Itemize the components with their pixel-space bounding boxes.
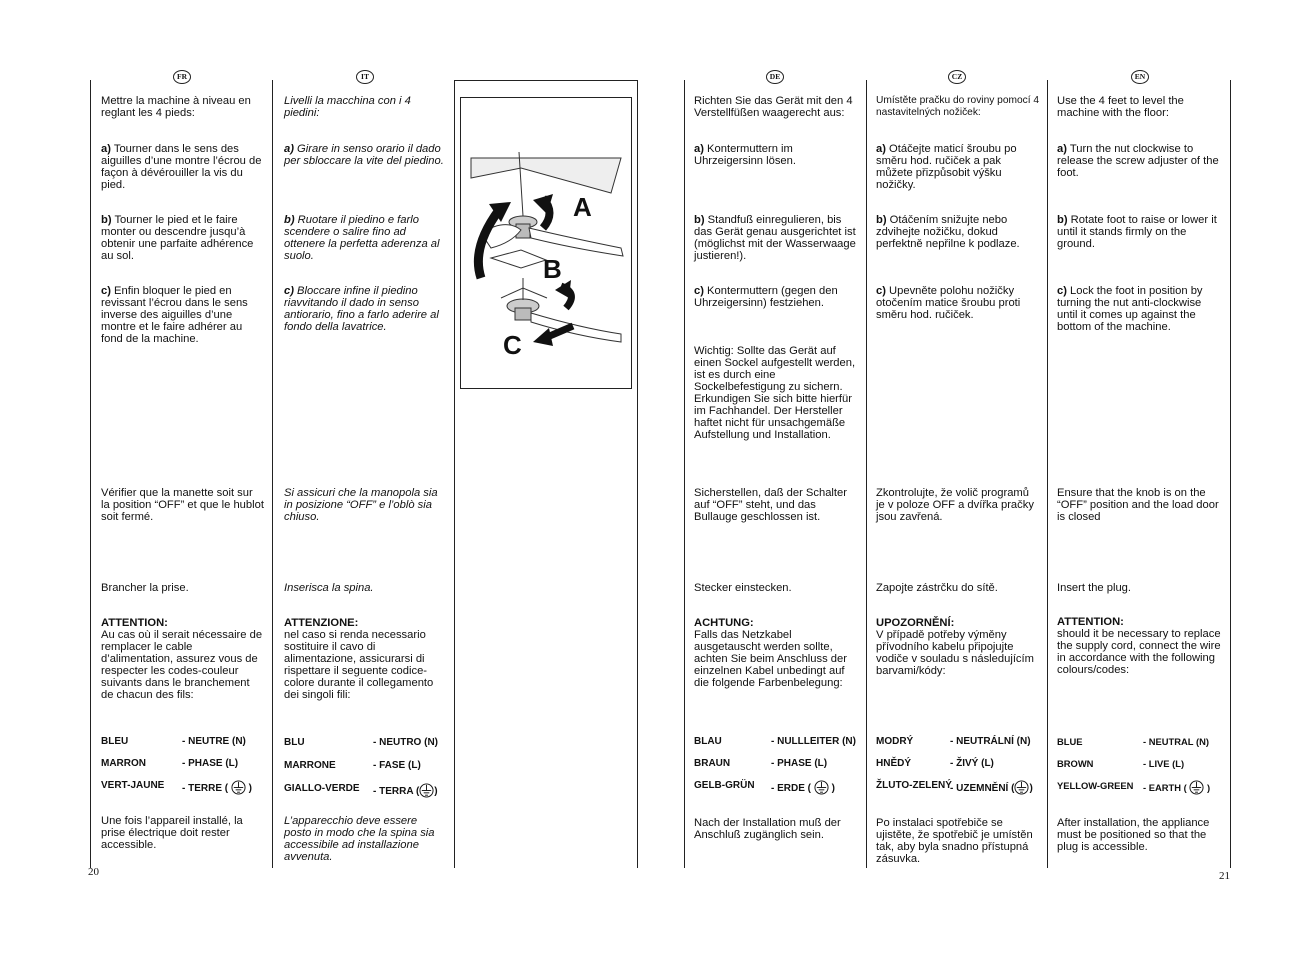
- earth-icon: [231, 780, 246, 795]
- page-number-left: 20: [88, 866, 99, 878]
- wire-row: BROWN - LIVE (L): [1057, 758, 1185, 769]
- plug-text: Brancher la prise.: [101, 582, 189, 594]
- attention-block: ATTENZIONE: nel caso si renda necessario sostituire il cavo di alimentazione, assicurarsi di rispettare il seguente codice-colore durante il collegamento dei singoli fili:: [284, 617, 434, 701]
- step-c: c) Bloccare infine il piedino riavvitando il dado in senso antiorario, fino a farlo aderire al fondo della lavatrice.: [284, 285, 439, 333]
- figure-label-a: A: [573, 192, 592, 222]
- wire-row: MARRON - PHASE (L): [101, 758, 239, 769]
- step-b: b) Rotate foot to raise or lower it until it stands firmly on the ground.: [1057, 214, 1217, 250]
- column-rule: [866, 80, 867, 868]
- wire-row: BLU - NEUTRO (N): [284, 737, 438, 748]
- column-rule: [1230, 80, 1231, 868]
- step-b: b) Ruotare il piedino e farlo scendere o salire fino ad ottenere la perfetta aderenza al suolo.: [284, 214, 440, 262]
- language-flag: IT: [356, 70, 374, 84]
- earth-icon: [814, 780, 829, 795]
- column-rule: [1047, 80, 1048, 868]
- figure-top-rule: [454, 80, 637, 81]
- wire-row: GIALLO-VERDE - TERRA ( ): [284, 783, 438, 797]
- feet-adjustment-illustration: [461, 98, 631, 388]
- step-c: c) Lock the foot in position by turning the nut anti-clockwise until it comes up against the bottom of the machine.: [1057, 285, 1203, 333]
- step-a: a) Turn the nut clockwise to release the screw adjuster of the foot.: [1057, 143, 1219, 179]
- intro-text: Richten Sie das Gerät mit den 4 Verstellfüßen waagerecht aus:: [694, 95, 853, 119]
- column-rule: [454, 80, 455, 868]
- earth-icon: [1189, 780, 1204, 795]
- final-note: Nach der Installation muß der Anschluß zugänglich sein.: [694, 817, 841, 841]
- wire-row: MARRONE - FASE (L): [284, 760, 421, 771]
- step-a: a) Otáčejte maticí šroubu po směru hod. ručiček a pak můžete přizpůsobit výšku nožičky.: [876, 143, 1017, 191]
- step-b: b) Standfuß einregulieren, bis das Gerät genau ausgerichtet ist (möglichst mit der Wasserwaage justieren!).: [694, 214, 856, 262]
- language-flag: EN: [1131, 70, 1149, 84]
- wire-row: BLUE - NEUTRAL (N): [1057, 736, 1209, 747]
- intro-text: Umístěte pračku do roviny pomocí 4 nastavitelných nožiček:: [876, 95, 1040, 118]
- language-flag: CZ: [948, 70, 966, 84]
- wire-row: HNĚDÝ - ŽIVÝ (L): [876, 758, 994, 769]
- intro-text: Livelli la macchina con i 4 piedini:: [284, 95, 411, 119]
- step-b: b) Tourner le pied et le faire monter ou descendre jusqu’à obtenir une parfaite adhérence au sol.: [101, 214, 254, 262]
- step-a: a) Tourner dans le sens des aiguilles d’une montre l’écrou de façon à dévérouiller la vis du pied.: [101, 143, 262, 191]
- plug-text: Zapojte zástrčku do sítě.: [876, 582, 998, 594]
- attention-block: ATTENTION: should it be necessary to replace the supply cord, connect the wire in accordance with the following colours/codes:: [1057, 616, 1221, 676]
- plug-text: Stecker einstecken.: [694, 582, 792, 594]
- attention-block: ACHTUNG: Falls das Netzkabel ausgetauscht werden sollte, achten Sie beim Anschluss der einzelnen Kabel unbedingt auf die folgende Farbenbelegung:: [694, 617, 847, 689]
- knob-check: Si assicuri che la manopola sia in posizione “OFF” e l’oblò sia chiuso.: [284, 487, 438, 523]
- final-note: L’apparecchio deve essere posto in modo che la spina sia accessibile ad installazione avvenuta.: [284, 815, 435, 863]
- wire-row: GELB-GRÜN - ERDE ( ): [694, 780, 835, 794]
- language-flag: FR: [173, 70, 191, 84]
- step-a: a) Kontermuttern im Uhrzeigersinn lösen.: [694, 143, 796, 167]
- knob-check: Sicherstellen, daß der Schalter auf “OFF” steht, und das Bullauge geschlossen ist.: [694, 487, 847, 523]
- plug-text: Insert the plug.: [1057, 582, 1132, 594]
- final-note: After installation, the appliance must be positioned so that the plug is accessible.: [1057, 817, 1210, 853]
- figure-label-b: B: [543, 254, 562, 284]
- knob-check: Ensure that the knob is on the “OFF” position and the load door is closed: [1057, 487, 1219, 523]
- column-rule: [272, 80, 273, 868]
- wire-row: BLEU - NEUTRE (N): [101, 736, 246, 747]
- plug-text: Inserisca la spina.: [284, 582, 374, 594]
- wire-row: MODRÝ - NEUTRÁLNÍ (N): [876, 736, 1031, 747]
- intro-text: Use the 4 feet to level the machine with the floor:: [1057, 95, 1184, 119]
- column-rule: [90, 80, 91, 868]
- wire-row: BLAU - NULLLEITER (N): [694, 736, 856, 747]
- intro-text: Mettre la machine à niveau en reglant les 4 pieds:: [101, 95, 251, 119]
- wire-row: ŽLUTO-ZELENÝ - UZEMNĚNÍ ( ): [876, 780, 1033, 794]
- language-flag: DE: [766, 70, 784, 84]
- knob-check: Zkontrolujte, že volič programů je v poloze OFF a dvířka pračky jsou zavřená.: [876, 487, 1034, 523]
- leveling-figure: [460, 97, 632, 389]
- column-rule: [637, 80, 638, 868]
- final-note: Po instalaci spotřebiče se ujistěte, že spotřebič je umístěn tak, aby byla snadno přístupná zásuvka.: [876, 817, 1033, 865]
- warning-note: Wichtig: Sollte das Gerät auf einen Sockel aufgestellt werden, ist es durch eine Sockelbefestigung zu sichern. Erkundigen Sie sich bitte hierfür im Fachhandel. Der Hersteller haftet nicht für unsachgemäße Aufstellung und Installation.: [694, 345, 856, 441]
- knob-check: Vérifier que la manette soit sur la position “OFF” et que le hublot soit fermé.: [101, 487, 264, 523]
- wire-row: YELLOW-GREEN - EARTH ( ): [1057, 780, 1211, 793]
- step-a: a) Girare in senso orario il dado per sbloccare la vite del piedino.: [284, 143, 444, 167]
- final-note: Une fois l’appareil installé, la prise électrique doit rester accessible.: [101, 815, 243, 851]
- column-rule: [684, 80, 685, 868]
- step-b: b) Otáčením snižujte nebo zdvihejte nožičku, dokud perfektně nepřilne k podlaze.: [876, 214, 1020, 250]
- page-number-right: 21: [1219, 870, 1230, 882]
- attention-block: ATTENTION: Au cas où il serait nécessaire de remplacer le cable d’alimentation, assurez vous de respecter les codes-couleur suivants dans le branchement de chacun des fils:: [101, 617, 263, 701]
- figure-label-c: C: [503, 330, 522, 360]
- earth-icon: [1014, 780, 1029, 795]
- step-c: c) Upevněte polohu nožičky otočením matice šroubu proti směru hod. ručiček.: [876, 285, 1021, 321]
- step-c: c) Kontermuttern (gegen den Uhrzeigersinn) festziehen.: [694, 285, 838, 309]
- step-c: c) Enfin bloquer le pied en revissant l’écrou dans le sens inverse des aiguilles d’une montre et le faire adhérer au fond de la machine.: [101, 285, 248, 345]
- wire-row: VERT-JAUNE - TERRE ( ): [101, 780, 253, 794]
- earth-icon: [419, 783, 434, 798]
- wire-row: BRAUN - PHASE (L): [694, 758, 828, 769]
- attention-block: UPOZORNĚNÍ: V případě potřeby výměny přívodního kabelu připojujte vodiče v souladu s následujícím barvami/kódy:: [876, 617, 1034, 677]
